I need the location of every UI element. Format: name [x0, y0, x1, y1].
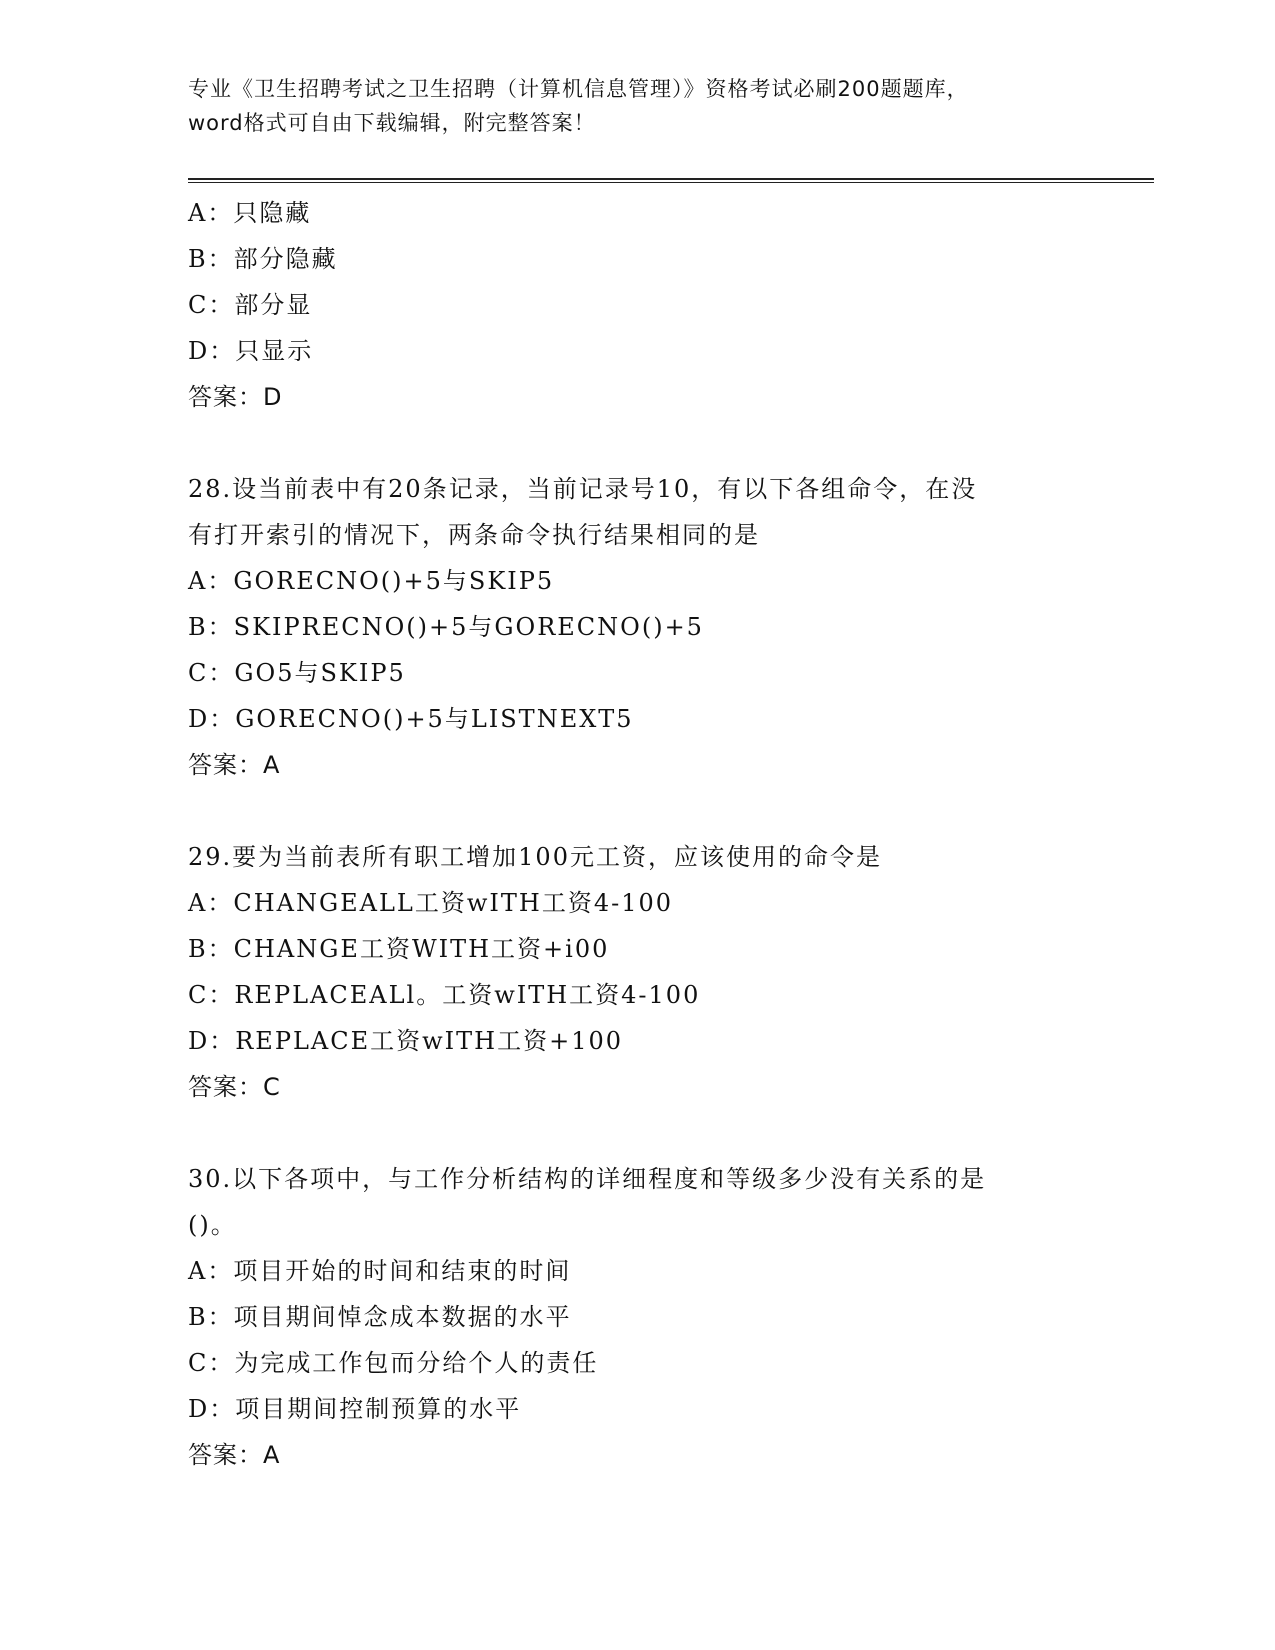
question-29 [188, 834, 1088, 1110]
option-d: D：GORECNO()+5与LISTNEXT5 [188, 705, 634, 733]
question-30 [188, 1156, 1088, 1478]
option-a: A：CHANGEALL工资wITH工资4-100 [188, 889, 674, 917]
question-28 [188, 466, 1088, 788]
option-c: C：为完成工作包而分给个人的责任 [188, 1349, 599, 1377]
answer-line: 答案：A [188, 751, 281, 779]
option-d: D：REPLACE工资wITH工资+100 [188, 1027, 624, 1055]
header-title-line-2: word格式可自由下载编辑，附完整答案！ [188, 111, 596, 135]
option-a: A：项目开始的时间和结束的时间 [188, 1257, 572, 1285]
question-content [188, 190, 1088, 1478]
answer-line: 答案：A [188, 1441, 281, 1469]
option-c: C：REPLACEALl。工资wITH工资4-100 [188, 981, 701, 1009]
option-d: D：只显示 [188, 337, 314, 365]
option-b: B：CHANGE工资WITH工资+i00 [188, 935, 610, 963]
question-stem: ()。 [188, 1211, 237, 1239]
question-stem: 28.设当前表中有20条记录，当前记录号10，有以下各组命令，在没 [188, 475, 978, 503]
question-stem: 30.以下各项中，与工作分析结构的详细程度和等级多少没有关系的是 [188, 1165, 987, 1193]
question-stem: 29.要为当前表所有职工增加100元工资，应该使用的命令是 [188, 843, 882, 871]
option-c: C：部分显 [188, 291, 313, 319]
spacer [188, 1110, 1088, 1156]
option-d: D：项目期间控制预算的水平 [188, 1395, 522, 1423]
question-27-continued [188, 190, 1088, 420]
option-b: B：部分隐藏 [188, 245, 338, 273]
option-a: A：GORECNO()+5与SKIP5 [188, 567, 555, 595]
option-c: C：GO5与SKIP5 [188, 659, 406, 687]
header-title-line-1: 专业《卫生招聘考试之卫生招聘（计算机信息管理）》资格考试必刷200题题库， [188, 77, 969, 101]
option-b: B：项目期间悼念成本数据的水平 [188, 1303, 572, 1331]
header-divider [188, 178, 1154, 183]
answer-line: 答案：C [188, 1073, 281, 1101]
spacer [188, 788, 1088, 834]
answer-line: 答案：D [188, 383, 283, 411]
question-stem: 有打开索引的情况下，两条命令执行结果相同的是 [188, 521, 760, 549]
document-header [188, 72, 1088, 140]
option-a: A：只隐藏 [188, 199, 312, 227]
option-b: B：SKIPRECNO()+5与GORECNO()+5 [188, 613, 704, 641]
spacer [188, 420, 1088, 466]
